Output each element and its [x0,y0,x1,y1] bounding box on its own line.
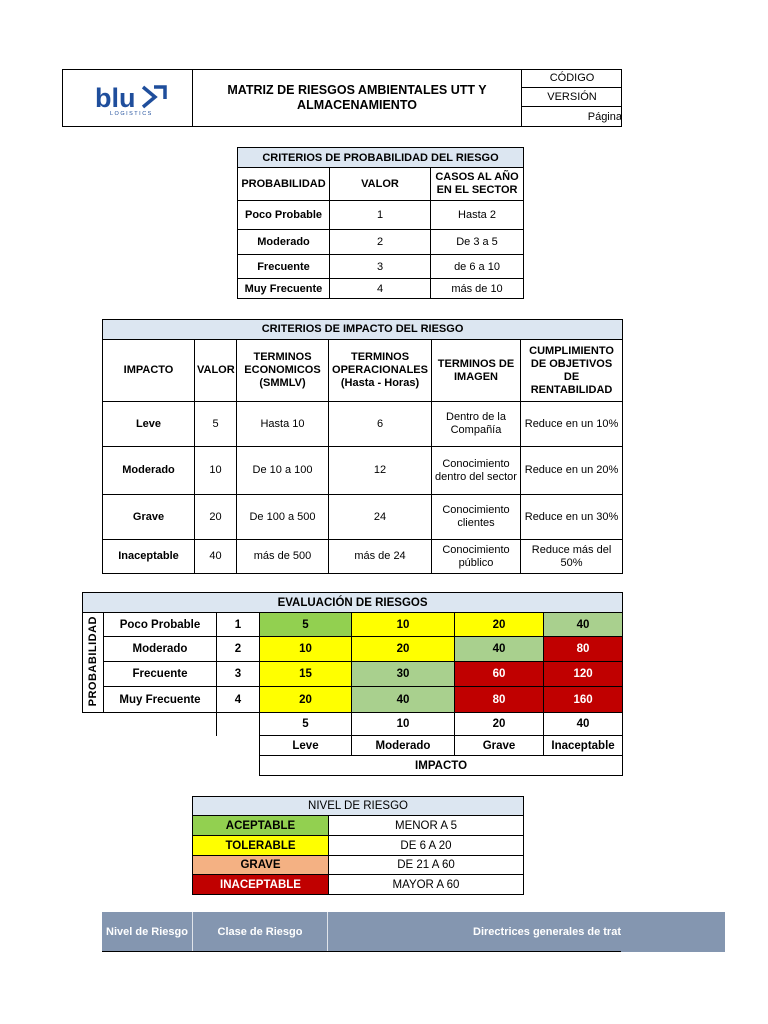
impact-profitability: Reduce en un 30% [521,495,623,540]
risk-level-name: TOLERABLE [193,836,329,856]
matrix-row-name: Frecuente [104,662,217,687]
impact-criteria-table [102,319,623,574]
matrix-row-name: Poco Probable [104,613,217,637]
probability-name: Muy Frecuente [238,279,330,299]
impact-value: 20 [195,495,237,540]
impact-axis-name: Inaceptable [544,736,623,756]
matrix-cell: 80 [544,637,623,662]
column-header: CASOS AL AÑO EN EL SECTOR [431,168,524,201]
evaluation-title: EVALUACIÓN DE RIESGOS [83,593,623,613]
probability-value: 2 [330,230,431,255]
blu-logo-icon [62,69,193,127]
impact-profitability: Reduce en un 20% [521,447,623,495]
matrix-row-value: 3 [217,662,260,687]
impact-axis-name: Leve [260,736,352,756]
impact-economic: De 10 a 100 [237,447,329,495]
impact-axis-name: Moderado [352,736,455,756]
probability-cases: Hasta 2 [431,201,524,230]
logo [62,69,193,127]
matrix-cell: 30 [352,662,455,687]
impact-axis-value: 10 [352,713,455,736]
impact-name: Moderado [103,447,195,495]
risk-level-title: NIVEL DE RIESGO [193,797,524,816]
column-header: PROBABILIDAD [238,168,330,201]
risk-level-range: DE 6 A 20 [329,836,524,856]
probability-name: Frecuente [238,255,330,279]
document-title: MATRIZ DE RIESGOS AMBIENTALES UTT Y ALMACENAMIENTO [193,69,522,127]
risk-level-range: MAYOR A 60 [329,875,524,895]
probability-name: Poco Probable [238,201,330,230]
impact-name: Grave [103,495,195,540]
matrix-cell: 60 [455,662,544,687]
divider [102,951,621,952]
risk-level-name: ACEPTABLE [193,816,329,836]
impact-profitability: Reduce más del 50% [521,540,623,574]
matrix-cell: 20 [260,687,352,713]
column-header: TERMINOS DE IMAGEN [432,340,521,402]
impact-value: 5 [195,402,237,447]
clase-de-riesgo-header: Clase de Riesgo [193,912,328,952]
impact-economic: Hasta 10 [237,402,329,447]
risk-level-table [192,796,524,895]
matrix-cell: 80 [455,687,544,713]
impact-image: Dentro de la Compañía [432,402,521,447]
logo-text: blu [95,83,136,113]
impact-image: Conocimiento dentro del sector [432,447,521,495]
directrices-header: Directrices generales de trat [473,926,621,938]
matrix-cell: 40 [352,687,455,713]
probability-criteria-table [237,147,524,299]
matrix-cell: 10 [352,613,455,637]
risk-level-name: INACEPTABLE [193,875,329,895]
probability-value: 3 [330,255,431,279]
nivel-de-riesgo-header: Nivel de Riesgo [102,912,193,952]
matrix-row-name: Moderado [104,637,217,662]
column-header: VALOR [330,168,431,201]
column-header: TERMINOS OPERACIONALES (Hasta - Horas) [329,340,432,402]
impact-operational: 6 [329,402,432,447]
matrix-cell: 5 [260,613,352,637]
impact-image: Conocimiento clientes [432,495,521,540]
matrix-cell: 120 [544,662,623,687]
matrix-row-value: 1 [217,613,260,637]
impact-axis-label: IMPACTO [260,756,623,776]
impact-operational: 12 [329,447,432,495]
risk-level-range: MENOR A 5 [329,816,524,836]
impact-axis-value: 20 [455,713,544,736]
column-header: CUMPLIMIENTO DE OBJETIVOS DE RENTABILIDAD [521,340,623,402]
impact-operational: más de 24 [329,540,432,574]
impact-axis-value: 40 [544,713,623,736]
impact-value: 10 [195,447,237,495]
guidelines-table-header [102,912,725,952]
risk-level-name: GRAVE [193,856,329,875]
risk-evaluation-matrix [82,592,623,776]
probability-cases: más de 10 [431,279,524,299]
probability-table-title: CRITERIOS DE PROBABILIDAD DEL RIESGO [238,148,524,168]
probability-name: Moderado [238,230,330,255]
probability-value: 1 [330,201,431,230]
impact-table-title: CRITERIOS DE IMPACTO DEL RIESGO [103,320,623,340]
pagina-label: Página [587,110,622,123]
impact-name: Leve [103,402,195,447]
probability-cases: De 3 a 5 [431,230,524,255]
impact-name: Inaceptable [103,540,195,574]
impact-economic: De 100 a 500 [237,495,329,540]
matrix-cell: 40 [455,637,544,662]
probability-cases: de 6 a 10 [431,255,524,279]
matrix-cell: 40 [544,613,623,637]
impact-economic: más de 500 [237,540,329,574]
matrix-cell: 10 [260,637,352,662]
probability-axis-label: PROBABILIDAD [87,615,99,707]
probability-value: 4 [330,279,431,299]
impact-image: Conocimiento público [432,540,521,574]
column-header: VALOR [195,340,237,402]
matrix-cell: 15 [260,662,352,687]
impact-profitability: Reduce en un 10% [521,402,623,447]
risk-level-range: DE 21 A 60 [329,856,524,875]
matrix-row-value: 2 [217,637,260,662]
column-header: TERMINOS ECONOMICOS (SMMLV) [237,340,329,402]
matrix-cell: 20 [455,613,544,637]
impact-operational: 24 [329,495,432,540]
impact-axis-value: 5 [260,713,352,736]
impact-axis-name: Grave [455,736,544,756]
codigo-label: CÓDIGO [522,69,622,88]
matrix-row-value: 4 [217,687,260,713]
matrix-cell: 160 [544,687,623,713]
logo-subtext: LOGISTICS [110,111,153,117]
version-label: VERSIÓN [522,88,622,107]
matrix-row-name: Muy Frecuente [104,687,217,713]
matrix-cell: 20 [352,637,455,662]
column-header: IMPACTO [103,340,195,402]
impact-value: 40 [195,540,237,574]
